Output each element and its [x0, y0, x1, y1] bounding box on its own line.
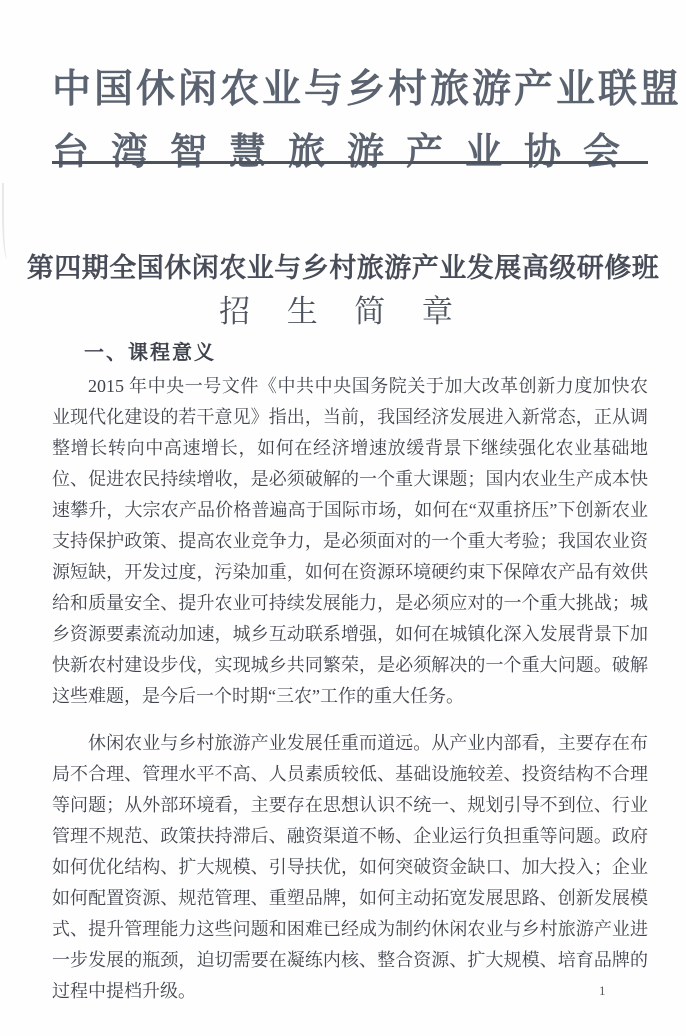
- section-heading-course-significance: 一、课程意义: [84, 342, 216, 364]
- org-name-line1: 中国休闲农业与乡村旅游产业联盟: [52, 68, 683, 111]
- page-number: 1: [599, 983, 606, 998]
- org-name-line2: 台湾智慧旅游产业协会: [52, 131, 642, 172]
- document-subtitle: 招 生 简 章: [219, 294, 467, 329]
- document-title: 第四期全国休闲农业与乡村旅游产业发展高级研修班: [26, 253, 660, 283]
- header-underline: [52, 161, 648, 164]
- paragraph-1: 2015 年中央一号文件《中共中央国务院关于加大改革创新力度加快农业现代化建设的若干意见》指出，当前，我国经济发展进入新常态，正从调整增长转向中高速增长，如何在经济增速放缓背景下继续强化农业基础地位、促进农民持续增收，是必须破解的一个重大课题；国内农业生产成本快速攀升，大宗农产品价格普遍高于国际市场，如何在“双重挤压”下创新农业支持保护政策、提高农业竞争力，是必须面对的一个重大考验；我国农业资源短缺，开发过度，污染加重，如何在资源环境硬约束下保障农产品有效供给和质量安全、提升农业可持续发展能力，是必须应对的一个重大挑战；城乡资源要素流动加速，城乡互动联系增强，如何在城镇化深入发展背景下加快新农村建设步伐，实现城乡共同繁荣，是必须解决的一个重大问题。破解这些难题，是今后一个时期“三农”工作的重大任务。: [52, 376, 648, 706]
- paragraph-2: 休闲农业与乡村旅游产业发展任重而道远。从产业内部看，主要存在布局不合理、管理水平不高、人员素质较低、基础设施较差、投资结构不合理等问题；从外部环境看，主要存在思想认识不统一、规划引导不到位、行业管理不规范、政策扶持滞后、融资渠道不畅、企业运行负担重等问题。政府如何优化结构、扩大规模、引导扶优，如何突破资金缺口、加大投入；企业如何配置资源、规范管理、重塑品牌，如何主动拓宽发展思路、创新发展模式、提升管理能力这些问题和困难已经成为制约休闲农业与乡村旅游产业进一步发展的瓶颈，迫切需要在凝练内核、整合资源、扩大规模、培育品牌的过程中提档升级。: [52, 733, 648, 1001]
- body-text-block: [52, 371, 648, 1023]
